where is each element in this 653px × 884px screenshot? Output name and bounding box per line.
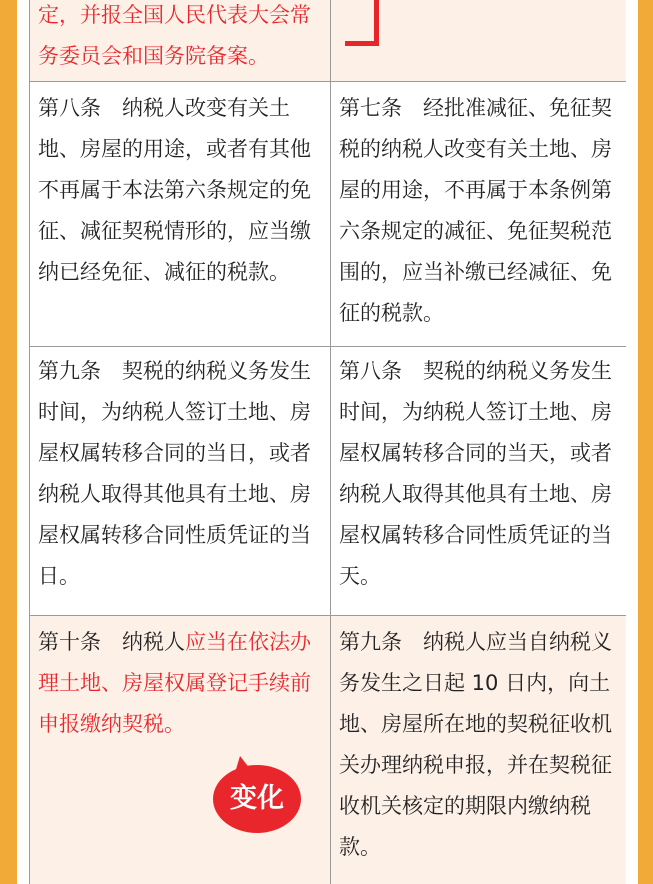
old-rule-cell-article-8 bbox=[331, 347, 626, 615]
article-10-changed-text: 应当在依法办理土地、房屋权属登记手续前申报缴纳契税。 bbox=[38, 630, 311, 736]
new-law-cell-article-10 bbox=[30, 616, 331, 884]
old-rule-cell-top bbox=[331, 0, 626, 81]
new-law-article-9-text: 第九条 契税的纳税义务发生时间，为纳税人签订土地、房屋权属转移合同的当日，或者纳税人取得其他具有土地、房屋权属转移合同性质凭证的当日。 bbox=[38, 359, 311, 588]
new-law-cell-article-8 bbox=[30, 82, 331, 346]
new-law-article-10-text bbox=[38, 622, 326, 745]
old-rule-cell-article-7 bbox=[331, 82, 626, 346]
table-row-article-8 bbox=[30, 82, 625, 347]
old-rule-cell-article-9 bbox=[331, 616, 626, 884]
new-law-cell-article-9 bbox=[30, 347, 331, 615]
change-badge bbox=[212, 756, 302, 846]
law-comparison-page bbox=[17, 0, 638, 884]
table-row-article-10 bbox=[30, 616, 625, 884]
old-rule-article-8-text: 第八条 契税的纳税义务发生时间，为纳税人签订土地、房屋权属转移合同的当天，或者纳税人取得其他具有土地、房屋权属转移合同性质凭证的当天。 bbox=[339, 359, 612, 588]
red-bracket-decoration bbox=[345, 0, 379, 46]
old-rule-article-7-text: 第七条 经批准减征、免征契税的纳税人改变有关土地、房屋的用途，不再属于本条例第六条规定的减征、免征契税范围的，应当补缴已经减征、免征的税款。 bbox=[339, 96, 612, 325]
table-row-article-9 bbox=[30, 347, 625, 616]
article-10-prefix: 第十条 纳税人 bbox=[38, 630, 185, 654]
comparison-table bbox=[29, 0, 626, 884]
new-law-article-8-text: 第八条 纳税人改变有关土地、房屋的用途，或者有其他不再属于本法第六条规定的免征、减征契税情形的，应当缴纳已经免征、减征的税款。 bbox=[38, 96, 311, 284]
change-badge-label: 变化 bbox=[230, 783, 284, 814]
new-law-cell-top bbox=[30, 0, 331, 81]
new-law-text-top: 定，并报全国人民代表大会常务委员会和国务院备案。 bbox=[38, 3, 311, 68]
old-rule-article-9-text: 第九条 纳税人应当自纳税义务发生之日起 10 日内，向土地、房屋所在地的契税征收机关办理纳税申报，并在契税征收机关核定的期限内缴纳税款。 bbox=[339, 630, 612, 859]
table-row-top bbox=[30, 0, 625, 82]
